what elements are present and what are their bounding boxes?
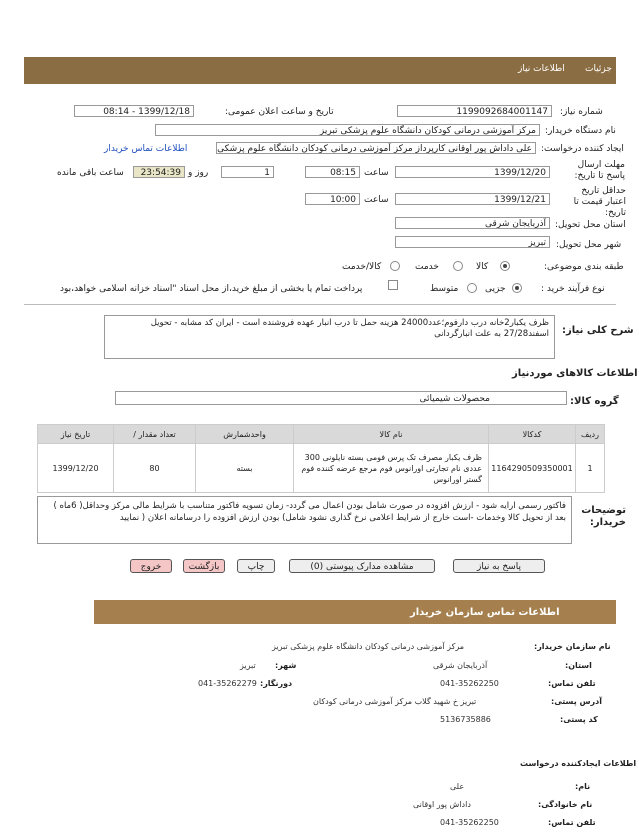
days-label: روز و: [188, 168, 209, 178]
tab-details[interactable]: جزئیات: [585, 64, 612, 74]
goods-group-label: گروه کالا:: [570, 396, 619, 407]
header-need-date: تاریخ نیاز: [38, 425, 114, 444]
deadline-time-label: ساعت: [364, 168, 389, 178]
process-medium-label: متوسط: [430, 284, 459, 294]
creator-field: علی داداش پور اوقانی کارپرداز مرکز آموزشی درمانی کودکان دانشگاه علوم پزشکی: [216, 142, 536, 154]
cell-unit: بسته: [196, 444, 294, 493]
contact-fax-label: دورنگار:: [260, 679, 293, 688]
process-label: نوع فرآیند خرید :: [541, 284, 605, 294]
creator-phone-label: تلفن تماس:: [548, 818, 596, 827]
header-item-code: کدکالا: [489, 425, 576, 444]
need-number-field: 1199092684001147: [397, 105, 552, 117]
contact-phone-value: 041-35262250: [440, 679, 499, 688]
creator-phone-value: 041-35262250: [440, 818, 499, 827]
remaining-time-label: ساعت باقی مانده: [57, 168, 124, 178]
table-row: [38, 444, 605, 493]
category-goods-label: کالا: [476, 262, 489, 272]
cell-need-date: 1399/12/20: [38, 444, 114, 493]
contact-city-value: تبریز: [240, 661, 256, 670]
cell-item-name: ظرف یکبار مصرف تک پرس فومی بسته نایلونی 300 عددی نام تجارتی اورانوس فوم مرجع عرضه کننده فوم گستر اورانوس: [294, 444, 489, 493]
contact-province-label: استان:: [565, 661, 592, 670]
validity-date-field: 1399/12/21: [395, 193, 550, 205]
attachments-button[interactable]: مشاهده مدارک پیوستی (0): [289, 559, 435, 573]
buyer-field: مرکز آموزشی درمانی کودکان دانشگاه علوم پزشکی تبریز: [155, 124, 540, 136]
goods-group-field: [115, 391, 567, 405]
city-field: تبریز: [395, 236, 550, 248]
days-field: 1: [221, 166, 274, 178]
validity-time-field: 10:00: [305, 193, 360, 205]
print-button[interactable]: چاپ: [237, 559, 275, 573]
validity-label: حداقل تاریخ اعتبار قیمت تا تاریخ:: [573, 186, 626, 218]
buyer-notes-label: توضیحات خریدار:: [581, 505, 626, 528]
contact-city-label: شهر:: [275, 661, 297, 670]
deadline-label: مهلت ارسال پاسخ تا تاریخ:: [574, 160, 625, 181]
city-label: شهر محل تحویل:: [556, 240, 622, 250]
category-goods-radio[interactable]: [500, 261, 510, 271]
contact-org-value: مرکز آموزشی درمانی کودکان دانشگاه علوم پزشکی تبریز: [272, 642, 465, 651]
process-minor-radio[interactable]: [512, 283, 522, 293]
buyer-contact-link[interactable]: اطلاعات تماس خریدار: [104, 144, 188, 154]
tab-need-info[interactable]: اطلاعات نیاز: [518, 64, 565, 74]
creator-name-value: علی: [450, 782, 465, 791]
description-field: ظرف یکبار2خانه درب دارفوم؛عدد24000 هزینه حمل تا درب انبار عهده فروشنده است - ایران کد مشابه - تحویل اسفند27/28 به علت انبارگردانی: [104, 315, 555, 359]
buyer-notes-field: فاکتور رسمی ارایه شود - ارزش افزوده در صورت شامل بودن اعمال می گردد- زمان تسویه فاکتور متناسب با شرایط مالی مرکز وحداقل( 6ماه ) بعد از تحویل کالا وخدمات -است خارج از شرایط اعلامی نرخ گذاری نشود شامل) بودن ارزش افزوده را درسامانه اعلان ( نمایید: [37, 496, 572, 544]
contact-title: اطلاعات تماس سازمان خریدار: [410, 607, 560, 618]
reply-button[interactable]: پاسخ به نیاز: [453, 559, 545, 573]
creator-family-value: داداش پور اوقانی: [413, 800, 471, 809]
validity-time-label: ساعت: [364, 195, 389, 205]
contact-fax-value: 041-35262279: [198, 679, 257, 688]
category-service-radio[interactable]: [453, 261, 463, 271]
buyer-label: نام دستگاه خریدار:: [545, 126, 616, 136]
divider: [24, 304, 616, 305]
need-number-label: شماره نیاز:: [560, 107, 603, 117]
back-button[interactable]: بازگشت: [183, 559, 225, 573]
cell-row-number: 1: [576, 444, 605, 493]
category-label: طبقه بندی موضوعی:: [544, 262, 624, 272]
description-label: شرح کلی نیاز:: [562, 325, 634, 336]
exit-button[interactable]: خروج: [130, 559, 172, 573]
cell-item-code: 1164290509350001: [489, 444, 576, 493]
header-row-number: ردیف: [576, 425, 605, 444]
announce-date-label: تاریخ و ساعت اعلان عمومی:: [225, 107, 334, 117]
table-header-row: [38, 425, 605, 444]
header-unit: واحدشمارش: [196, 425, 294, 444]
announce-date-field: 1399/12/18 - 08:14: [74, 105, 194, 117]
header-item-name: نام کالا: [294, 425, 489, 444]
header-quantity: تعداد مقدار /: [114, 425, 196, 444]
deadline-time-field: 08:15: [305, 166, 360, 178]
contact-province-value: آذربایجان شرقی: [433, 661, 488, 670]
treasury-checkbox[interactable]: [388, 280, 398, 290]
creator-info-title: اطلاعات ایجادکننده درخواست: [520, 759, 637, 768]
contact-address-label: آدرس پستی:: [551, 697, 602, 706]
category-service-label: خدمت: [415, 262, 439, 272]
creator-name-label: نام:: [575, 782, 591, 791]
goods-table: [37, 424, 605, 493]
contact-phone-label: تلفن تماس:: [548, 679, 596, 688]
contact-postal-label: کد پستی:: [560, 715, 598, 724]
goods-section-title: اطلاعات کالاهای موردنیاز: [512, 368, 638, 379]
remaining-time-field: 23:54:39: [133, 166, 185, 178]
payment-note: پرداخت تمام یا بخشی از مبلغ خرید،از محل اسناد "اسناد خزانه اسلامی خواهد،بود: [60, 284, 363, 294]
contact-postal-value: 5136735886: [440, 715, 491, 724]
creator-label: ایجاد کننده درخواست:: [541, 144, 624, 154]
contact-address-value: تبریز خ شهید گلاب مرکز آموزشی درمانی کودکان: [313, 697, 477, 706]
category-both-label: کالا/خدمت: [342, 262, 382, 272]
goods-group-value: محصولات شیمیائی: [419, 394, 490, 404]
creator-family-label: نام خانوادگی:: [538, 800, 593, 809]
cell-quantity: 80: [114, 444, 196, 493]
province-field: آذربایجان شرقی: [395, 217, 550, 229]
process-medium-radio[interactable]: [467, 283, 477, 293]
contact-org-label: نام سازمان خریدار:: [534, 642, 611, 651]
province-label: استان محل تحویل:: [555, 220, 626, 230]
category-both-radio[interactable]: [390, 261, 400, 271]
deadline-date-field: 1399/12/20: [395, 166, 550, 178]
process-minor-label: جزیی: [485, 284, 506, 294]
